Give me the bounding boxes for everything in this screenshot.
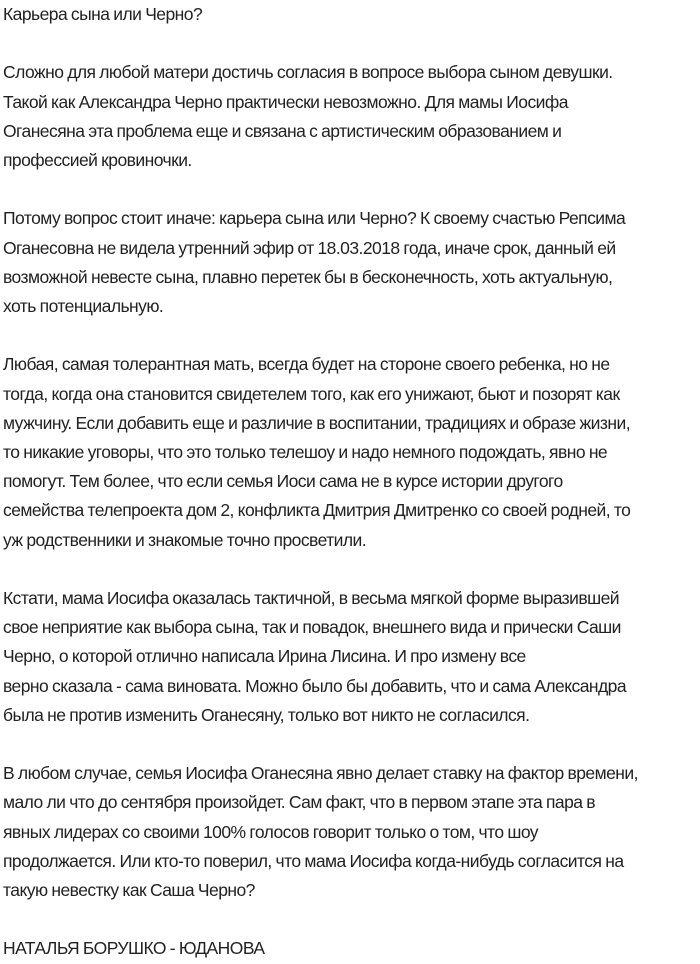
paragraph-line: Такой как Александра Черно практически невозможно. Для мамы Иосифа [3,91,568,112]
paragraph-line: хоть потенциальную. [3,296,164,316]
paragraph-line: мужчину. Если добавить еще и различие в воспитании, традициях и образе жизни, [3,412,631,433]
paragraph-line: В любом случае, семья Иосифа Оганесяна явно делает ставку на фактор времени, [3,763,638,784]
paragraph-4 [3,584,700,730]
paragraph-gap [3,175,700,204]
paragraph-line: Сложно для любой матери достичь согласия в вопросе выбора сыном девушки. [3,62,613,83]
author-name: НАТАЛЬЯ БОРУШКО - ЮДАНОВА [3,938,265,959]
paragraph-gap [3,905,700,934]
paragraph-line: Потому вопрос стоит иначе: карьера сына или Черно? К своему счастью Репсима [3,208,626,229]
article-title [3,0,700,29]
paragraph-line: Оганесовна не видела утренний эфир от 18.03.2018 года, иначе срок, данный ей [3,237,616,258]
paragraph-line: профессией кровиночки. [3,150,192,170]
paragraph-line: семейства телепроекта дом 2, конфликта Дмитрия Дмитренко со своей родней, то [3,500,631,521]
paragraph-line: свое неприятие как выбора сына, так и повадок, внешнего вида и прически Саши [3,617,621,638]
paragraph-line: явных лидерах со своими 100% голосов говорит только о том, что шоу [3,821,539,842]
paragraph-line: мало ли что до сентября произойдет. Сам факт, что в первом этапе эта пара в [3,792,596,813]
paragraph-3 [3,350,700,554]
paragraph-gap [3,321,700,350]
paragraph-5 [3,759,700,905]
paragraph-line: продолжается. Или кто-то поверил, что мама Иосифа когда-нибудь согласится на [3,850,624,871]
paragraph-line: верно сказала - сама виновата. Можно было бы добавить, что и сама Александра [3,675,627,696]
article-author [3,934,700,963]
paragraph-line: Кстати, мама Иосифа оказалась тактичной, в весьма мягкой форме выразившей [3,588,620,608]
article-title-text: Карьера сына или Черно? [3,4,203,24]
paragraph-2 [3,204,700,321]
paragraph-line: то никакие уговоры, что это только телешоу и надо немного подождать, явно не [3,442,608,462]
paragraph-1 [3,58,700,175]
paragraph-line: такую невестку как Саша Черно? [3,880,255,901]
paragraph-line: помогут. Тем более, что если семья Иоси сама не в курсе истории другого [3,471,563,492]
paragraph-line: Любая, самая толерантная мать, всегда будет на стороне своего ребенка, но не [3,354,610,375]
paragraph-line: тогда, когда она становится свидетелем того, как его унижают, бьют и позорят как [3,383,620,404]
paragraph-line: возможной невесте сына, плавно перетек бы в бесконечность, хоть актуальную, [3,266,613,287]
paragraph-line: Оганесяна эта проблема еще и связана с артистическим образованием и [3,120,562,141]
paragraph-gap [3,555,700,584]
paragraph-gap [3,730,700,759]
paragraph-line: Черно, о которой отлично написала Ирина Лисина. И про измену все [3,646,526,667]
paragraph-line: уж родственники и знакомые точно просветили. [3,529,367,550]
paragraph-gap [3,29,700,58]
paragraph-line: была не против изменить Оганесяну, только вот никто не согласился. [3,704,530,725]
